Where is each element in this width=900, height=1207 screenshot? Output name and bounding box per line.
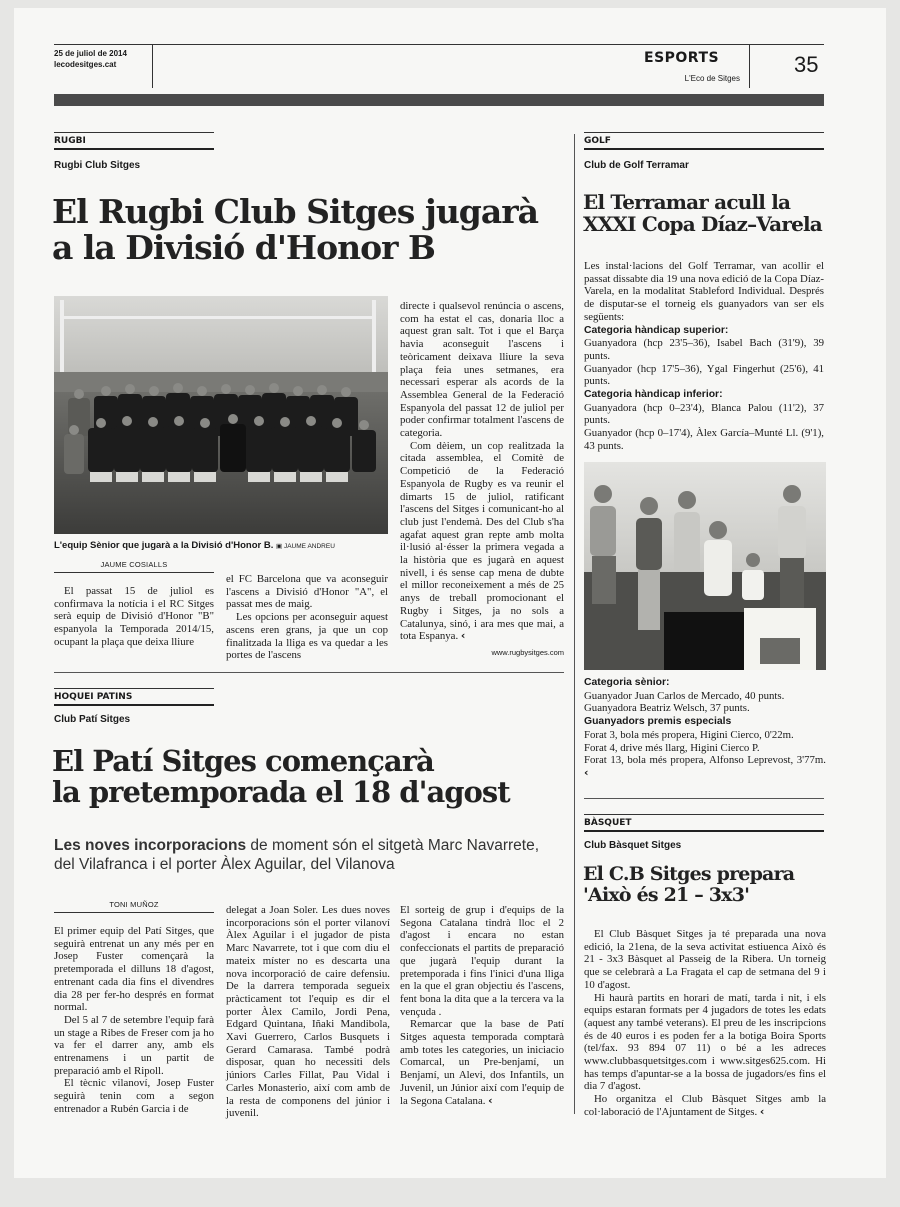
- chevron-left-icon: ‹: [460, 629, 466, 643]
- hockey-byline: TONI MUÑOZ: [54, 900, 214, 913]
- hockey-col-1: [54, 900, 214, 1116]
- hockey-headline: [52, 746, 572, 809]
- golf-headline: [583, 192, 828, 235]
- golf-results-continued: [584, 676, 826, 780]
- rugby-headline: [52, 194, 572, 265]
- rugby-subkicker: Rugbi Club Sitges: [54, 160, 141, 171]
- golf-results: [584, 260, 824, 453]
- hockey-headline-line2: la pretemporada el 18 d'agost: [52, 775, 510, 810]
- caption-text: L'equip Sènior que jugarà a la Divisió d'Honor B.: [54, 540, 274, 551]
- hockey-col-3: [400, 904, 564, 1107]
- golf-result: Forat 3, bola més propera, Higini Cierco, 0'22m.: [584, 728, 794, 741]
- golf-category-title: Categoria hàndicap superior:: [584, 324, 729, 336]
- hockey-headline-line1: El Patí Sitges començarà: [52, 744, 434, 778]
- section-title: ESPORTS: [644, 50, 720, 66]
- basketball-headline: [583, 864, 828, 905]
- rugby-col-1: [54, 560, 214, 649]
- paragraph: El sorteig de grup i d'equips de la Segona Catalana tindrà lloc el 2 d'agost i encara no estan confeccionats el partits de preparació que jugarà l'equip durant la pretemporada i fins l'inici d'una lliga en la que el gran objectiu és l'ascens, fent bona la dita que a la tercera va la vençuda .: [400, 904, 564, 1018]
- golf-headline-line1: El Terramar acull la: [583, 190, 791, 214]
- paragraph: El Club Bàsquet Sitges ja té preparada una nova edició, la 21ena, de la seva activitat estiuenca Això és 21 - 3x3 Bàsquet al Passeig de la Ribera. Un torneig que se celebrarà a La Fragata el cap de setmana del 9 i 10 d'agost.: [584, 928, 826, 991]
- newspaper-page: [14, 8, 886, 1178]
- golf-category-title: Guanyadors premis especials: [584, 716, 732, 728]
- paragraph: Les opcions per aconseguir aquest ascens eren grans, ja que un cop finalitzada la lliga es va quedar a les portes de l'ascens: [226, 611, 388, 662]
- rugby-headline-line1: El Rugbi Club Sitges jugarà: [52, 192, 539, 231]
- rugby-headline-line2: a la Divisió d'Honor B: [52, 227, 435, 267]
- hockey-col-2: [226, 904, 390, 1120]
- page-number-divider: [749, 44, 750, 88]
- golf-result: Guanyadora Beatriz Welsch, 37 punts.: [584, 702, 750, 715]
- paragraph: delegat a Joan Soler. Les dues noves incorporacions són el porter vilanoví Àlex Aguilar i el jugador de pista Marc Navarrete, tot i que com diu el mateix míster no es descarta una nova incorporació de caire defensiu. De la darrera temporada segueix pràcticament tot l'equip es dir el porter Àlex Camilo, Jordi Pena, Edgard Quintana, Iñaki Mandibola, Xavi Guerrero, Carlos Busquets i Gerard Camarasa. També podrà disposar, quan ho necessiti dels júniors Carles Fillat, Pau Vidal i Carles Monasterio, així com amb de la resta de componens del júnior i juvenil.: [226, 904, 390, 1120]
- paragraph: Remarcar que la base de Patí Sitges aquesta temporada comptarà amb totes les categories, un iniciacio Comarcal, un Pre-benjamí, un Benjamí, un Alevi, dos Infantils, un Juvenil, un Júnior així com l'equip de la Segona Catalana. ‹: [400, 1018, 564, 1107]
- paragraph: directe i qualsevol renúncia o ascens, com ha estat el cas, donaria lloc a aquest gran salt. Tot i que el Barça havia aconseguit l'ascens i teòricament deixava lliure la seva plaça feia unes setmanes, era necessari esperar als acords de la Assemblea General de la Federació Espanyola del passat 12 de juliol per poder confirmar totalment l'ascens de categoria.: [400, 300, 564, 440]
- golf-headline-line2: XXXI Copa Díaz–Varela: [583, 211, 822, 236]
- site-url[interactable]: lecodesitges.cat: [54, 60, 117, 69]
- paragraph: Ho organitza el Club Bàsquet Sitges amb la col·laboració de l'Ajuntament de Sitges. ‹: [584, 1093, 826, 1118]
- publication-name: L'Eco de Sitges: [684, 74, 740, 83]
- golf-subkicker: Club de Golf Terramar: [584, 160, 689, 171]
- rugby-col-2: [226, 573, 388, 662]
- photo-credit: ▣ JAUME ANDREU: [276, 543, 335, 550]
- golf-winners-photo: [584, 462, 826, 670]
- chevron-left-icon: ‹: [488, 1093, 493, 1107]
- paragraph: El tècnic vilanoví, Josep Fuster seguirà tenin com a segon entrenador a Rubén Garcia i de: [54, 1077, 214, 1115]
- column-divider: [574, 134, 575, 1114]
- rugby-team-photo: [54, 296, 388, 534]
- hockey-kicker: HOQUEI PATINS: [54, 688, 214, 706]
- golf-result: Guanyador (hcp 17'5–36), Ygal Fingerhut (25'6), 41 punts.: [584, 362, 824, 388]
- paragraph: El primer equip del Patí Sitges, que seguirà entrenat un any més per en Josep Fuster començarà la pretemporada el dilluns 18 d'agost, entrenant cada dia fins el divendres dia 28 per fer-ho després en format normal.: [54, 925, 214, 1014]
- golf-result: Forat 4, drive més llarg, Higini Cierco P.: [584, 741, 760, 754]
- golf-category-title: Categoria hàndicap inferior:: [584, 389, 723, 401]
- paragraph: Hi haurà partits en horari de matí, tarda i nit, i els equips estaran formats per 4 jugadors de totes les edats (aquest any també veterans). El preu de les inscripcions és de 40 euros i es poden fer a la botiga Boira Sports (tel/fax. 93 894 07 11) o bé a les adreces www.clubbasquetsitges.com i www.sitges625.com. Hi has temps d'apuntar-se a la bossa de jugadors/es fins el dia 7 d'agost.: [584, 991, 826, 1093]
- golf-kicker: GOLF: [584, 132, 824, 150]
- hockey-deck: Les noves incorporacions de moment són el sitgetà Marc Navarrete, del Vilafranca i el porter Àlex Aguilar, del Vilanova: [54, 837, 539, 873]
- header-top-rule: [54, 44, 824, 45]
- rugby-col-3: [400, 300, 564, 660]
- golf-result: Guanyador Juan Carlos de Mercado, 40 punts.: [584, 689, 785, 702]
- paragraph: Del 5 al 7 de setembre l'equip farà un stage a Ribes de Freser com ja ho va fer el darrer any, amb els entrenamens i un partit de preparació amb el Ripoll.: [54, 1013, 214, 1077]
- rugby-byline: JAUME COSIALLS: [54, 560, 214, 573]
- basketball-headline-line1: El C.B Sitges prepara: [583, 863, 795, 885]
- hockey-subkicker: Club Patí Sitges: [54, 714, 131, 725]
- rugby-url[interactable]: www.rugbysitges.com: [491, 647, 564, 657]
- golf-result: Guanyadora (hcp 23'5–36), Isabel Bach (31'9), 39 punts.: [584, 337, 824, 362]
- paragraph: el FC Barcelona que va aconseguir l'ascens a Divisió d'Honor "A", el passat mes de maig.: [226, 573, 388, 611]
- paragraph: Com dèiem, un cop realitzada la citada assemblea, el Comitè de Competició de la Federació Espanyola de Rugby es va reunir el dimarts 15 de juliol, ratificant l'ascens del Sitges i comunicant-ho al club just l'endemà. Des del Club s'ha agafat aquest gran repte amb molta il·lusió al·ésser la primera vegada a la història que es jugarà en aquest nivell, i és sense cap mena de dubte el millor reconeixement a més de 25 anys de treball promocionant el Rugby i Sitges, ja no sols a Catalunya, sinó, i ara mes que mai, a tota Espanya. ‹: [400, 439, 564, 643]
- rugby-photo-caption: [54, 540, 388, 551]
- basketball-subkicker: Club Bàsquet Sitges: [584, 840, 682, 851]
- chevron-left-icon: ‹: [584, 765, 589, 779]
- golf-basket-divider: [584, 798, 824, 799]
- header-meta: [54, 48, 127, 70]
- issue-date: 25 de juliol de 2014: [54, 49, 127, 58]
- golf-result: Guanyador (hcp 0–17'4), Àlex García–Munté Ll. (9'1), 43 punts.: [584, 427, 824, 452]
- golf-result: Guanyadora (hcp 0–23'4), Blanca Palou (11'2), 37 punts.: [584, 401, 824, 427]
- section-divider: [54, 672, 564, 673]
- golf-winners-group: [584, 462, 826, 670]
- page-number: 35: [794, 52, 819, 77]
- chevron-left-icon: ‹: [759, 1104, 765, 1118]
- header-divider: [152, 44, 153, 88]
- rugby-kicker: RUGBI: [54, 132, 214, 150]
- basketball-body: [584, 928, 826, 1119]
- basketball-kicker: BÀSQUET: [584, 814, 824, 832]
- paragraph: El passat 15 de juliol es confirmava la notícia i el RC Sitges serà equip de Divisió d'Honor "B" espanyola la Temporada 2014/15, ocupant la plaça que deixa lliure: [54, 585, 214, 648]
- header-bar: [54, 94, 824, 106]
- rugby-team-group: [54, 296, 388, 534]
- basketball-headline-line2: 'Això és 21 – 3x3': [583, 883, 750, 906]
- golf-intro: Les instal·lacions del Golf Terramar, van acollir el passat dissabte dia 19 una nova edició de la Copa Díaz- Varela, en la modalitat Stableford Individual. Després de disputar-se el torneig els guanyadors van ser els següents:: [584, 260, 824, 323]
- camera-icon: ▣: [276, 543, 283, 550]
- golf-category-title: Categoria sènior:: [584, 677, 670, 688]
- golf-result: Forat 13, bola més propera, Alfonso Leprevost, 3'77m. ‹: [584, 754, 826, 779]
